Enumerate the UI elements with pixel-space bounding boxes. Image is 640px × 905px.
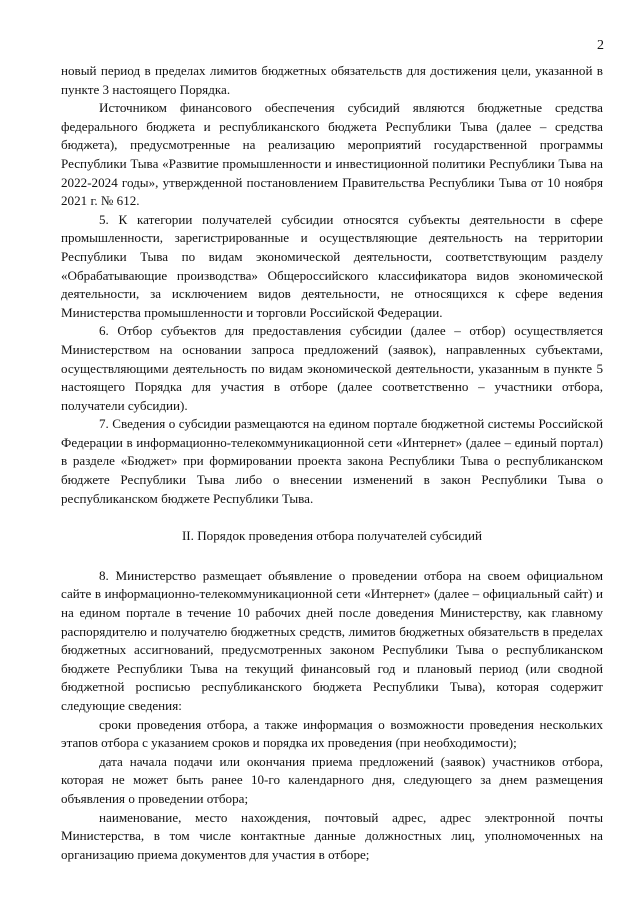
document-body [61, 62, 603, 864]
list-item-ministry-contacts: наименование, место нахождения, почтовый адрес, адрес электронной почты Министерства, в том числе контактные данные должностных лиц, уполномоченных на организацию приема документов для участия в отборе; [61, 809, 603, 862]
paragraph-continuation: новый период в пределах лимитов бюджетных обязательств для достижения цели, указанной в пункте 3 настоящего Порядка. [61, 63, 603, 97]
paragraph-8: 8. Министерство размещает объявление о проведении отбора на своем официальном сайте в информационно-телекоммуникационной сети «Интернет» (далее – официальный сайт) и на едином портале в течение 10 рабочих дней после доведения Министерству, как главному распорядителю и получателю бюджетных средств, лимитов бюджетных обязательств в пределах бюджетных ассигнований, предусмотренных законом Республики Тыва о республиканском бюджете Республики Тыва на текущий финансовый год и плановый период (или сводной бюджетной росписью республиканского бюджета Республики Тыва), которая содержит следующие сведения: [61, 567, 603, 713]
page-number: 2 [597, 38, 604, 53]
list-item-selection-dates: сроки проведения отбора, а также информация о возможности проведения нескольких этапов отбора с указанием сроков и порядка их проведения (при необходимости); [61, 716, 603, 751]
section-heading: II. Порядок проведения отбора получателей субсидий [181, 528, 483, 544]
paragraph-5: 5. К категории получателей субсидии относятся субъекты деятельности в сфере промышленности, зарегистрированные и осуществляющие деятельность на территории Республики Тыва по видам экономической деятельности, соответствующим разделу «Обрабатывающие производства» Общероссийского классификатора видов экономической деятельности, за исключением видов деятельности, не относящихся к сфере ведения Министерства промышленности и торговли Российской Федерации. [61, 211, 603, 320]
paragraph-funding-source: Источником финансового обеспечения субсидий являются бюджетные средства федерального бюджета и республиканского бюджета Республики Тыва (далее – средства бюджета), предусмотренные на реализацию мероприятий государственной программы Республики Тыва «Развитие промышленности и инвестиционной политики Республики Тыва на 2022-2024 годы», утвержденной постановлением Правительства Республики Тыва от 10 ноября 2021 г. № 612. [61, 100, 603, 209]
paragraph-6: 6. Отбор субъектов для предоставления субсидии (далее – отбор) осуществляется Министерством на основании запроса предложений (заявок), направленных субъектами, осуществляющими деятельность по видам экономической деятельности, указанным в пункте 5 настоящего Порядка для участия в отборе (далее соответственно – участники отбора, получатели субсидии). [61, 323, 603, 413]
paragraph-7: 7. Сведения о субсидии размещаются на едином портале бюджетной системы Российской Федерации в информационно-телекоммуникационной сети «Интернет» (далее – единый портал) в разделе «Бюджет» при формировании проекта закона Республики Тыва о республиканском бюджете Республики Тыва либо о внесении изменений в закон Республики Тыва о республиканском бюджете Республики Тыва. [61, 416, 603, 506]
list-item-application-dates: дата начала подачи или окончания приема предложений (заявок) участников отбора, которая не может быть ранее 10-го календарного дня, следующего за днем размещения объявления о проведении отбора; [61, 753, 603, 806]
